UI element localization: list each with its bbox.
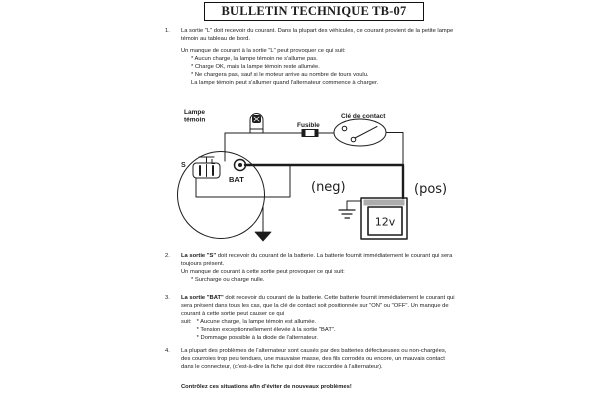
paragraph: Un manque de courant à la sortie "L" peut provoquer ce qui suit: xyxy=(181,48,346,54)
key-label: Clé de contact xyxy=(341,113,386,120)
bold-lead: La sortie "S" xyxy=(181,253,217,259)
circuit-diagram xyxy=(170,103,460,251)
fuse-icon xyxy=(302,130,318,137)
bullet-item: * Tension exceptionnellement élevée à la sortie "BAT". xyxy=(196,327,336,333)
wire-lamp-to-l-terminal xyxy=(225,133,250,161)
title-box xyxy=(204,2,424,21)
bullet-item: * Charge OK, mais la lampe témoin reste allumée. xyxy=(191,64,320,70)
battery-ground-icon xyxy=(339,210,355,218)
section-2 xyxy=(165,252,454,284)
section-number: 3. xyxy=(165,295,170,301)
paragraph-rest: doit recevoir du courant de la batterie. Cette batterie fournit immédiatement le courant qui sera présent dans tous les cas, que la clé de contact soit positionnée sur "ON" ou "OFF". Un manque de courant à cette sortie peut causer ce qui xyxy=(181,295,455,317)
bullet-item: * Aucun charge, la lampe témoin ne s'allume pas. xyxy=(191,56,318,62)
fuse-label: Fusible xyxy=(297,122,320,129)
lamp-label-line1: Lampe xyxy=(184,109,205,116)
lamp-label-line2: témoin xyxy=(184,116,206,124)
section-4 xyxy=(165,347,454,371)
bullet-list xyxy=(197,318,336,342)
suit-label: suit: xyxy=(181,319,192,325)
page-title: BULLETIN TECHNIQUE TB-07 xyxy=(221,4,407,18)
terminal-s-label: S xyxy=(181,162,186,169)
battery-voltage-label: 12v xyxy=(374,215,396,229)
terminal-l-label: L xyxy=(211,159,216,166)
wire-key-to-battery xyxy=(387,133,404,165)
paragraph xyxy=(181,294,459,318)
terminal-bat-label: BAT xyxy=(229,175,244,184)
section-number: 4. xyxy=(165,348,170,354)
wire-battery-to-ground xyxy=(347,201,361,210)
paragraph xyxy=(181,252,454,268)
bullet-list xyxy=(181,55,454,79)
paragraph: La sortie "L" doit recevoir du courant. Dans la plupart des véhicules, ce courant provient de la petite lampe témoin au tableau de bord. xyxy=(181,28,454,42)
bullet-item: * Dommage possible à la diode de l'alternateur. xyxy=(196,335,318,341)
neg-label: (neg) xyxy=(311,180,346,195)
note-line: La lampe témoin peut s'allumer quand l'alternateur commence à charger. xyxy=(191,80,379,86)
section-3 xyxy=(165,294,459,342)
section-1 xyxy=(165,27,454,87)
bold-lead: La sortie "BAT" xyxy=(181,295,224,301)
paragraph-rest: doit recevoir du courant de la batterie. La batterie fournit immédiatement le courant qui sera toujours présent. xyxy=(181,253,453,267)
suit-row xyxy=(181,318,459,342)
closing-statement: Contrôlez ces situations afin d'éviter de nouveaux problèmes! xyxy=(181,384,352,390)
ignition-switch-icon xyxy=(334,119,386,146)
pos-label: (pos) xyxy=(414,182,448,197)
section-number: 2. xyxy=(165,253,170,259)
bullet-list xyxy=(181,276,454,284)
section-number: 1. xyxy=(165,28,170,34)
paragraph: La plupart des problèmes de l'alternateur sont causés par des batteries défectueuses ou non-chargées, des courroies trop peu tendues, une mauvaise masse, des fils corrodés ou encore, un mauvais contact dans le connecteur, (c'est-à-dire la fiche qui doit être raccordée à l'alternateur). xyxy=(181,348,447,370)
connector-plug xyxy=(193,157,220,178)
paragraph: Un manque de courant à cette sortie peut provoquer ce qui suit: xyxy=(181,269,345,275)
bullet-item: * Surcharge ou charge nulle. xyxy=(191,277,265,283)
alternator-ground-icon xyxy=(255,232,271,241)
bullet-item: * Ne chargera pas, sauf si le moteur arrive au nombre de tours voulu. xyxy=(191,72,369,78)
warning-lamp-icon xyxy=(250,114,263,134)
bullet-item: * Aucune charge, la lampe témoin est allumée. xyxy=(196,319,317,325)
